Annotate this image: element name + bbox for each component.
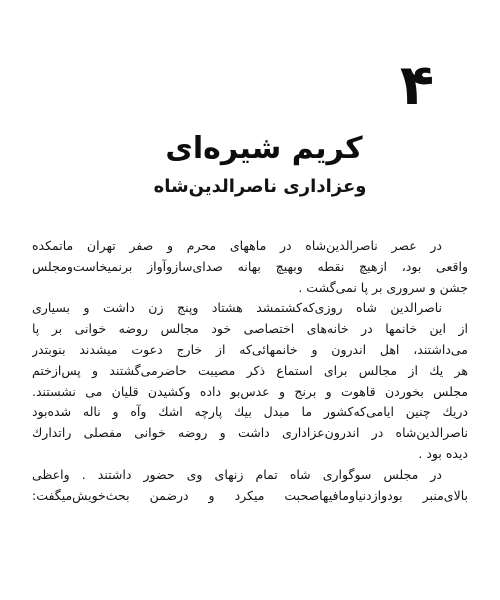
text-line: جشن و سروری بر پا نمی‌گشت . xyxy=(298,279,468,295)
body-text xyxy=(32,236,468,506)
text-line: واقعی بود، ازهیچ نقطه وبهیچ بهانه صدای‌سازوآواز برنمیخاست‌ومجلس xyxy=(32,258,468,274)
text-line: ناصرالدین شاه روزی‌که‌کشتمشد هشتاد وپنج زن داشت و بسیاری xyxy=(32,300,442,316)
text-line: از این خانمها در خانه‌های اختصاصی خود مجالس روضه خوانی بر پا xyxy=(32,321,468,337)
text-line: دریك چنین ایامی‌که‌کشور ما مبدل بیك پارچه اشك وآه و ناله شده‌بود xyxy=(32,404,468,420)
text-line: می‌داشتند، اهل اندرون و خانمهائی‌که از خارج دعوت میشدند بنوبتدر xyxy=(32,341,468,357)
chapter-number: ۴ xyxy=(399,53,434,118)
chapter-subtitle: وعزاداری ناصرالدین‌شاه xyxy=(153,176,367,197)
chapter-title: کریم شیره‌ای xyxy=(165,131,363,166)
text-line: دیده بود . xyxy=(418,445,468,461)
text-line: هر یك از مجالس برای استماع ذکر مصیبت حاضرمی‌گشتند و پس‌ازختم xyxy=(32,362,468,378)
text-line: بالای‌منبر بودوازدنیاومافیهاصحبت میکرد و درضمن بحث‌خویش‌میگفت: xyxy=(32,487,468,503)
text-line: مجلس بخوردن قاهوت و برنج و عدس‌بو داده وکشیدن قلیان می نشستند. xyxy=(32,383,468,399)
text-line: در عصر ناصرالدین‌شاه در ماههای محرم و صفر تهران ماتمکده xyxy=(32,238,442,253)
text-line: در مجلس سوگواری شاه تمام زنهای وی حضور داشتند . واعظی xyxy=(32,466,442,482)
text-line: ناصرالدین‌شاه در اندرون‌عزاداری داشت و روضه خوانی مفصلی راتدارك xyxy=(32,425,468,441)
